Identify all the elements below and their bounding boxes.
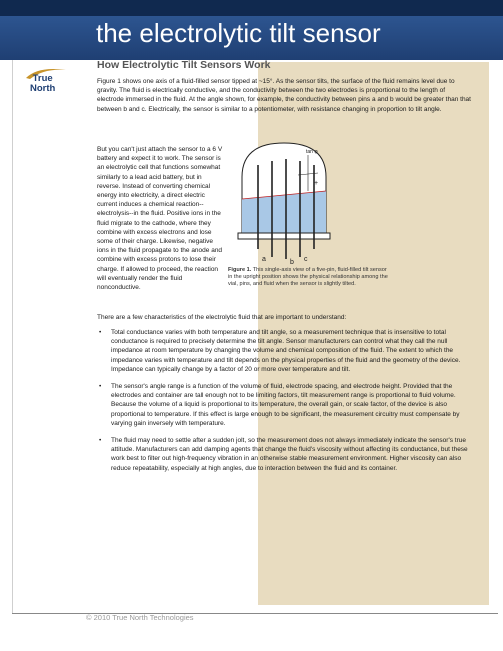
bullet-icon: • bbox=[99, 329, 102, 336]
list-item bbox=[97, 382, 472, 428]
header-top-strip bbox=[0, 0, 503, 16]
list-item-text: The sensor's angle range is a function of the volume of fluid, electrode spacing, and electrode height. Provided that the electrodes and container are tall enough not to be limiting factors, tilt measurement range is proportional to fluid volume. Because the volume of a liquid is proportional to its temperature, the overall gain, or scale factor, of the device is also proportional to temperature. If this effect is large enough to be significant, the measurement circuitry must compensate by varying gain inversely with temperature. bbox=[111, 383, 460, 427]
list-item bbox=[97, 436, 472, 473]
tilt-sensor-diagram bbox=[232, 137, 342, 265]
list-item-text: Total conductance varies with both temperature and tilt angle, so a measurement technique that is insensitive to total conductance is required to precisely determine the tilt angle. Sensor manufacturers can control what they call the null impedance at room temperature by changing the volume and chemical composition of the fluid. The extent to which the impedance varies with temperature and tilt depends on the physical properties of the fluid and the geometry of the device. Impedance can typically change by a factor of 20 or more over temperature and tilt. bbox=[111, 329, 461, 373]
logo-line-1: True bbox=[32, 73, 53, 84]
logo-line-2: North bbox=[30, 83, 56, 94]
true-north-logo bbox=[22, 66, 72, 100]
characteristics-intro: There are a few characteristics of the electrolytic fluid that are important to understand: bbox=[97, 314, 347, 321]
wrap-paragraph-block bbox=[97, 145, 225, 298]
wrap-paragraph: But you can't just attach the sensor to a 6 V battery and expect it to work. The sensor is an electrolytic cell that functions somewhat similarly to a lead acid battery, but in reverse. Instead of converting chemical energy into electricity, a direct electric current induces a chemical reaction-- electrolysis--in the fluid. Positive ions in the fluid migrate to the cathode, where they combine with excess electrons and lose some of their charge. Likewise, negative ions in the fluid propagate to the anode and combine with excess protons to lose their charge. If allowed to proceed, the reaction will eventually render the fluid nonconductive. bbox=[97, 146, 223, 292]
page-title: the electrolytic tilt sensor bbox=[96, 18, 381, 48]
vial-base bbox=[238, 233, 330, 239]
bullet-icon: • bbox=[99, 383, 102, 391]
section-subtitle: How Electrolytic Tilt Sensors Work bbox=[97, 59, 271, 71]
pin-label-c: c bbox=[304, 256, 308, 263]
figure-caption-text: This single-axis view of a five-pin, fluid-filled tilt sensor in the upright position shows the physical relationship among the vial, pins, and fluid when the sensor is slightly tilted. bbox=[228, 267, 388, 287]
plus-label: + bbox=[314, 180, 319, 187]
logo-wordmark bbox=[30, 74, 55, 94]
figure-caption bbox=[228, 267, 388, 288]
intro-paragraph: Figure 1 shows one axis of a fluid-filled sensor tipped at ~15°. As the sensor tilts, the surface of the fluid remains level due to gravity. The fluid is electrically conductive, and the conductivity between the two electrodes is proportional to the length of electrode immersed in the fluid. At the angle shown, for example, the conductivity between pins a and b would be greater than that between b and c. Electrically, the sensor is similar to a potentiometer, with resistance changing in proportion to tilt angle. bbox=[97, 78, 471, 113]
footer-rule bbox=[12, 613, 498, 614]
figure-1 bbox=[228, 137, 388, 288]
figure-caption-label: Figure 1. bbox=[228, 267, 252, 273]
intro-block bbox=[97, 77, 472, 120]
list-item bbox=[97, 328, 472, 374]
bullet-icon: • bbox=[99, 437, 102, 445]
angle-label: tan φ bbox=[306, 149, 318, 155]
header-bar bbox=[0, 0, 503, 60]
pin-label-b: b bbox=[290, 259, 294, 265]
characteristics-list bbox=[97, 328, 472, 481]
pin-label-a: a bbox=[262, 256, 266, 263]
copyright-notice: © 2010 True North Technologies bbox=[86, 613, 194, 622]
left-margin-rule bbox=[12, 60, 13, 614]
list-item-text: The fluid may need to settle after a sudden jolt, so the measurement does not always immediately indicate the sensor's true attitude. Manufacturers can add damping agents that change the fluid's viscosity without affecting its conductance, but these work best to filter out high-frequency vibration in an otherwise stable measurement environment. Higher viscosity can also reduce repeatability, especially at high angles, due to interaction between the fluid and its container. bbox=[111, 437, 468, 472]
